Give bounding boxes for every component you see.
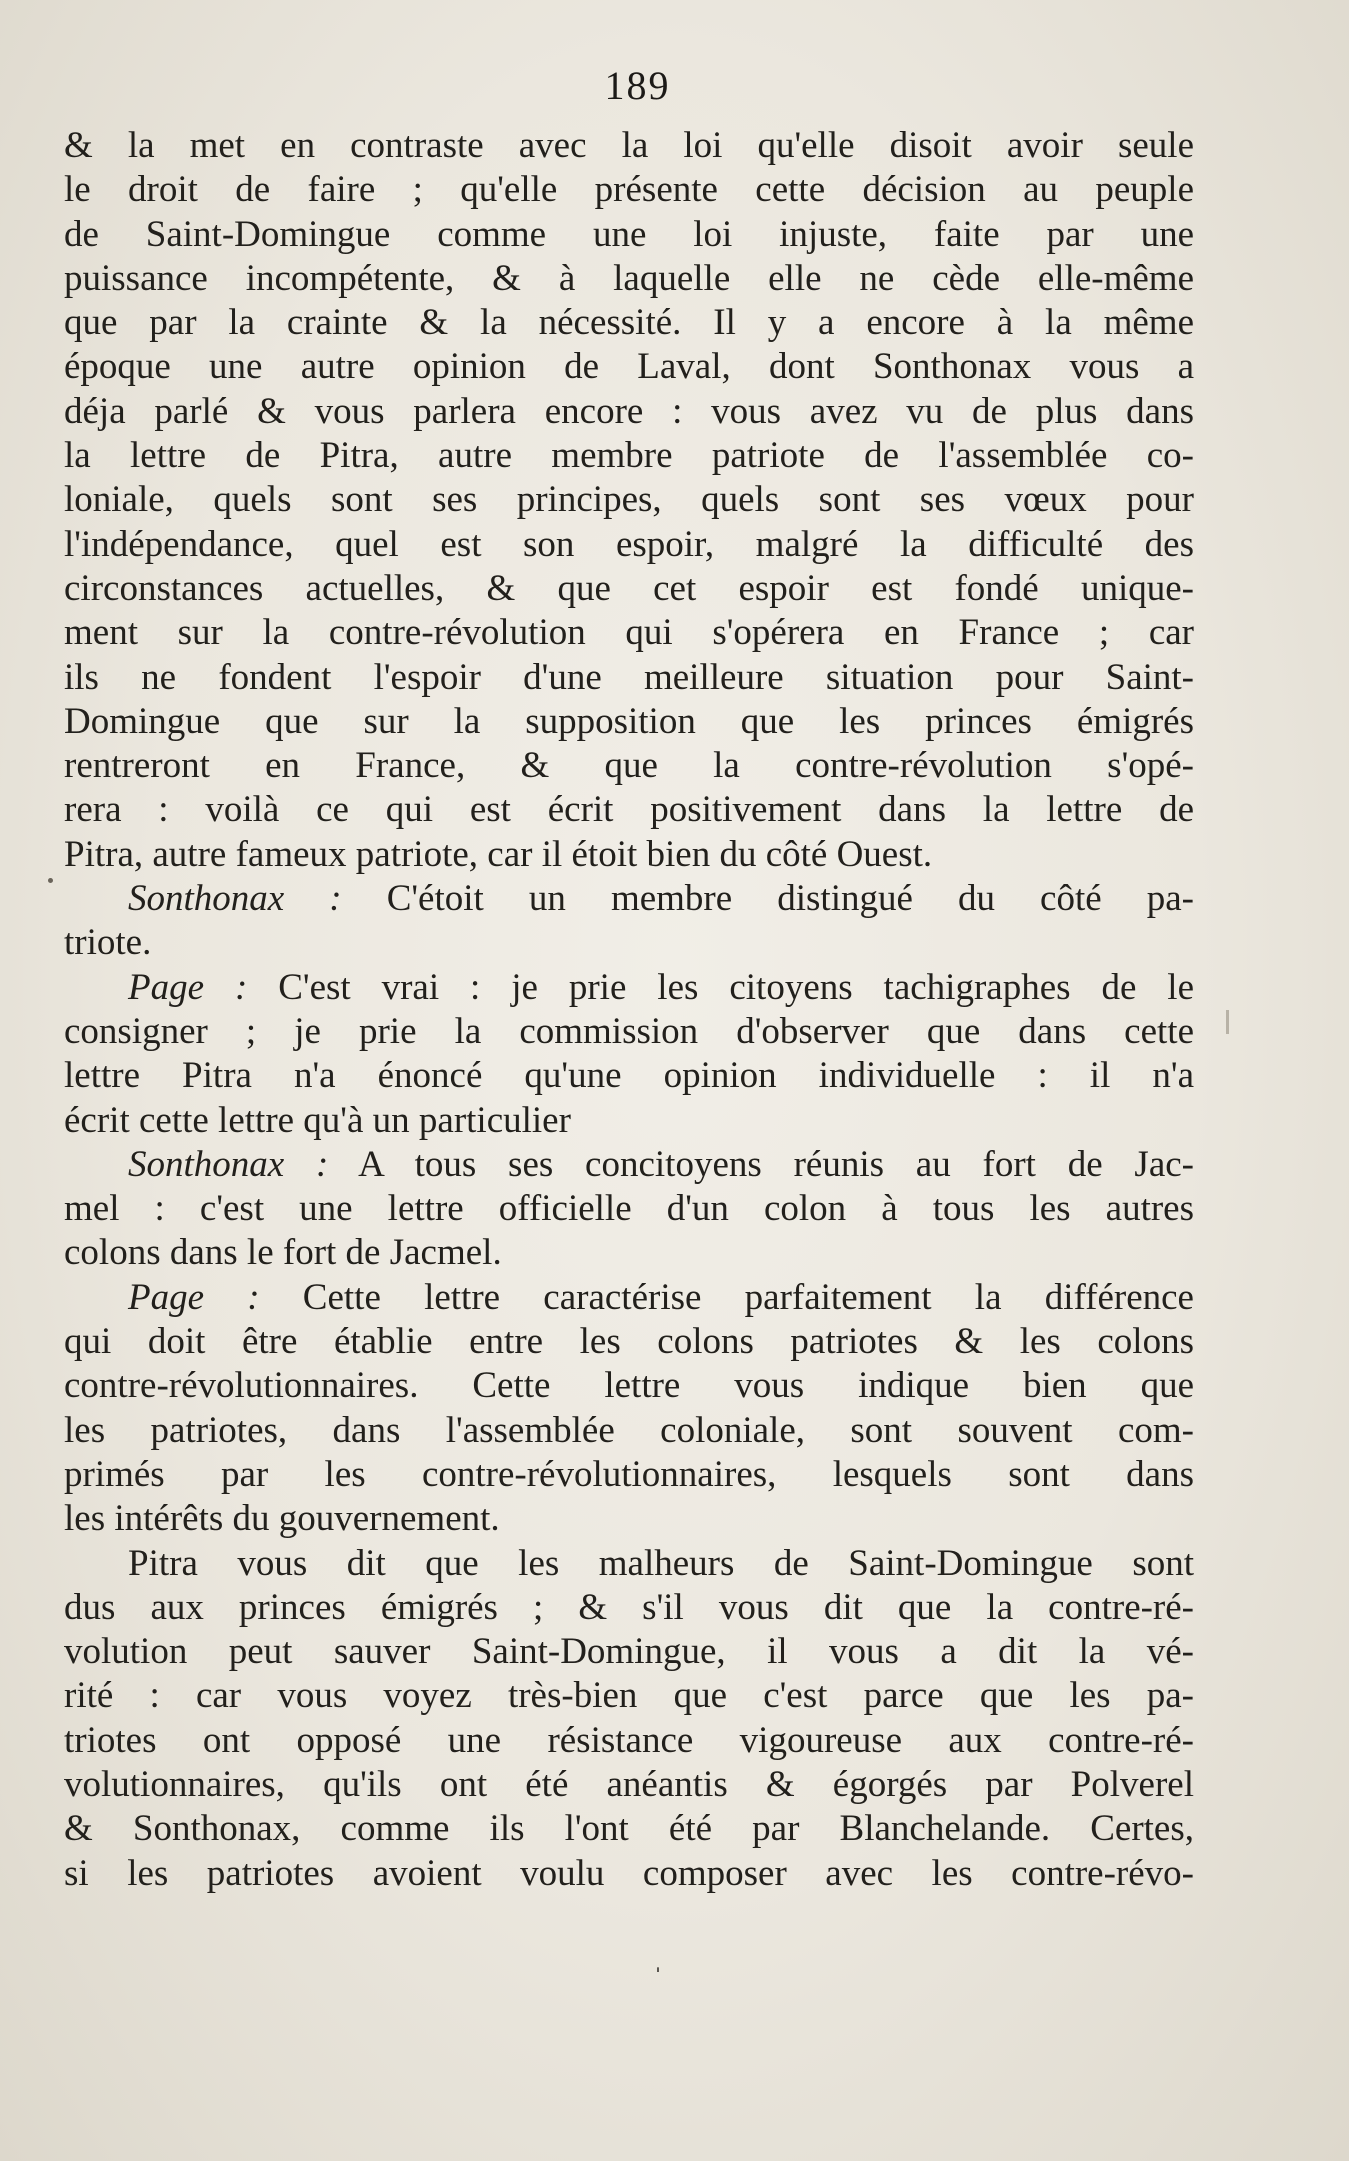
margin-dot bbox=[48, 878, 53, 883]
line-text: que par la crainte & la nécessité. Il y a encore à la même bbox=[64, 302, 1194, 344]
line-text: puissance incompétente, & à laquelle elle ne cède elle-même bbox=[64, 257, 1194, 299]
line-text: les intérêts du gouvernement. bbox=[64, 1498, 500, 1540]
line-text: A tous ses concitoyens réunis au fort de Jac- bbox=[358, 1143, 1195, 1185]
line-text: époque une autre opinion de Laval, dont Sonthonax vous a bbox=[64, 346, 1194, 388]
line-text: loniale, quels sont ses principes, quels sont ses vœux pour bbox=[64, 479, 1194, 521]
text-line bbox=[64, 788, 1194, 832]
text-line bbox=[64, 1143, 1194, 1187]
text-line bbox=[64, 966, 1194, 1010]
line-text: rera : voilà ce qui est écrit positivement dans la lettre de bbox=[64, 789, 1194, 831]
line-text: mel : c'est une lettre officielle d'un colon à tous les autres bbox=[64, 1188, 1194, 1230]
line-text: ils ne fondent l'espoir d'une meilleure situation pour Saint- bbox=[64, 656, 1194, 698]
line-text: C'étoit un membre distingué du côté pa- bbox=[386, 878, 1194, 920]
text-line bbox=[64, 1409, 1194, 1453]
text-line bbox=[64, 1763, 1194, 1807]
text-line bbox=[64, 1852, 1194, 1896]
text-line bbox=[64, 1010, 1194, 1054]
text-line bbox=[64, 257, 1194, 301]
line-text: les patriotes, dans l'assemblée coloniale, sont souvent com- bbox=[64, 1409, 1194, 1451]
page-body-text bbox=[64, 124, 1194, 1896]
text-line bbox=[64, 1807, 1194, 1851]
text-line bbox=[64, 1586, 1194, 1630]
text-line bbox=[64, 700, 1194, 744]
text-line bbox=[64, 523, 1194, 567]
text-line bbox=[64, 390, 1194, 434]
line-text: primés par les contre-révolutionnaires, lesquels sont dans bbox=[64, 1453, 1194, 1495]
text-line bbox=[64, 1630, 1194, 1674]
text-line bbox=[64, 1364, 1194, 1408]
text-line bbox=[64, 744, 1194, 788]
line-text: circonstances actuelles, & que cet espoir est fondé unique- bbox=[64, 567, 1194, 609]
speaker-name: Page : bbox=[128, 966, 248, 1008]
text-line bbox=[64, 1054, 1194, 1098]
text-line bbox=[64, 345, 1194, 389]
line-text: volution peut sauver Saint-Domingue, il vous a dit la vé- bbox=[64, 1631, 1194, 1673]
line-text: l'indépendance, quel est son espoir, malgré la difficulté des bbox=[64, 523, 1194, 565]
line-text: consigner ; je prie la commission d'observer que dans cette bbox=[64, 1010, 1194, 1052]
line-text: volutionnaires, qu'ils ont été anéantis & égorgés par Polverel bbox=[64, 1763, 1194, 1805]
text-line bbox=[64, 124, 1194, 168]
line-text: qui doit être établie entre les colons patriotes & les colons bbox=[64, 1321, 1194, 1363]
text-line bbox=[64, 611, 1194, 655]
line-text: contre-révolutionnaires. Cette lettre vous indique bien que bbox=[64, 1365, 1194, 1407]
line-text: déja parlé & vous parlera encore : vous avez vu de plus dans bbox=[64, 390, 1194, 432]
line-text: si les patriotes avoient voulu composer avec les contre-révo- bbox=[64, 1852, 1194, 1894]
line-text: Cette lettre caractérise parfaitement la différence bbox=[302, 1276, 1194, 1318]
line-text: Pitra vous dit que les malheurs de Saint-Domingue sont bbox=[128, 1542, 1194, 1584]
text-line bbox=[64, 833, 1194, 877]
line-text: le droit de faire ; qu'elle présente cette décision au peuple bbox=[64, 169, 1194, 211]
text-line bbox=[64, 1542, 1194, 1586]
text-line bbox=[64, 1719, 1194, 1763]
line-text: Pitra, autre fameux patriote, car il étoit bien du côté Ouest. bbox=[64, 833, 933, 875]
line-text: triote. bbox=[64, 922, 152, 964]
line-text: Domingue que sur la supposition que les princes émigrés bbox=[64, 700, 1194, 742]
speaker-name: Page : bbox=[128, 1276, 260, 1318]
margin-mark bbox=[1226, 1010, 1229, 1034]
text-line bbox=[64, 567, 1194, 611]
text-line bbox=[64, 656, 1194, 700]
text-line bbox=[64, 1099, 1194, 1143]
line-text: lettre Pitra n'a énoncé qu'une opinion individuelle : il n'a bbox=[64, 1055, 1194, 1097]
line-text: rité : car vous voyez très-bien que c'est parce que les pa- bbox=[64, 1675, 1194, 1717]
text-line bbox=[64, 1276, 1194, 1320]
line-text: rentreront en France, & que la contre-révolution s'opé- bbox=[64, 745, 1194, 787]
text-line bbox=[64, 1187, 1194, 1231]
line-text: & la met en contraste avec la loi qu'elle disoit avoir seule bbox=[64, 125, 1194, 166]
text-line bbox=[64, 1320, 1194, 1364]
page-number: 189 bbox=[604, 63, 671, 108]
line-text: de Saint-Domingue comme une loi injuste, faite par une bbox=[64, 213, 1194, 255]
line-text: écrit cette lettre qu'à un particulier bbox=[64, 1099, 571, 1141]
line-text: dus aux princes émigrés ; & s'il vous dit que la contre-ré- bbox=[64, 1586, 1194, 1628]
text-line bbox=[64, 168, 1194, 212]
text-line bbox=[64, 434, 1194, 478]
text-line bbox=[64, 213, 1194, 257]
text-line bbox=[64, 478, 1194, 522]
line-text: la lettre de Pitra, autre membre patriote de l'assemblée co- bbox=[64, 435, 1194, 477]
text-line bbox=[64, 1674, 1194, 1718]
text-line bbox=[64, 301, 1194, 345]
text-line bbox=[64, 1231, 1194, 1275]
line-text: & Sonthonax, comme ils l'ont été par Blanchelande. Certes, bbox=[64, 1808, 1194, 1850]
line-text: ment sur la contre-révolution qui s'opérera en France ; car bbox=[64, 612, 1194, 654]
speaker-name: Sonthonax : bbox=[128, 1143, 329, 1185]
signature-mark: ˈ bbox=[653, 1962, 663, 1995]
text-line bbox=[64, 1453, 1194, 1497]
line-text: C'est vrai : je prie les citoyens tachigraphes de le bbox=[278, 966, 1195, 1008]
line-text: triotes ont opposé une résistance vigoureuse aux contre-ré- bbox=[64, 1719, 1194, 1761]
speaker-name: Sonthonax : bbox=[128, 878, 342, 920]
line-text: colons dans le fort de Jacmel. bbox=[64, 1232, 502, 1274]
text-line bbox=[64, 1497, 1194, 1541]
text-line bbox=[64, 921, 1194, 965]
text-line bbox=[64, 877, 1194, 921]
